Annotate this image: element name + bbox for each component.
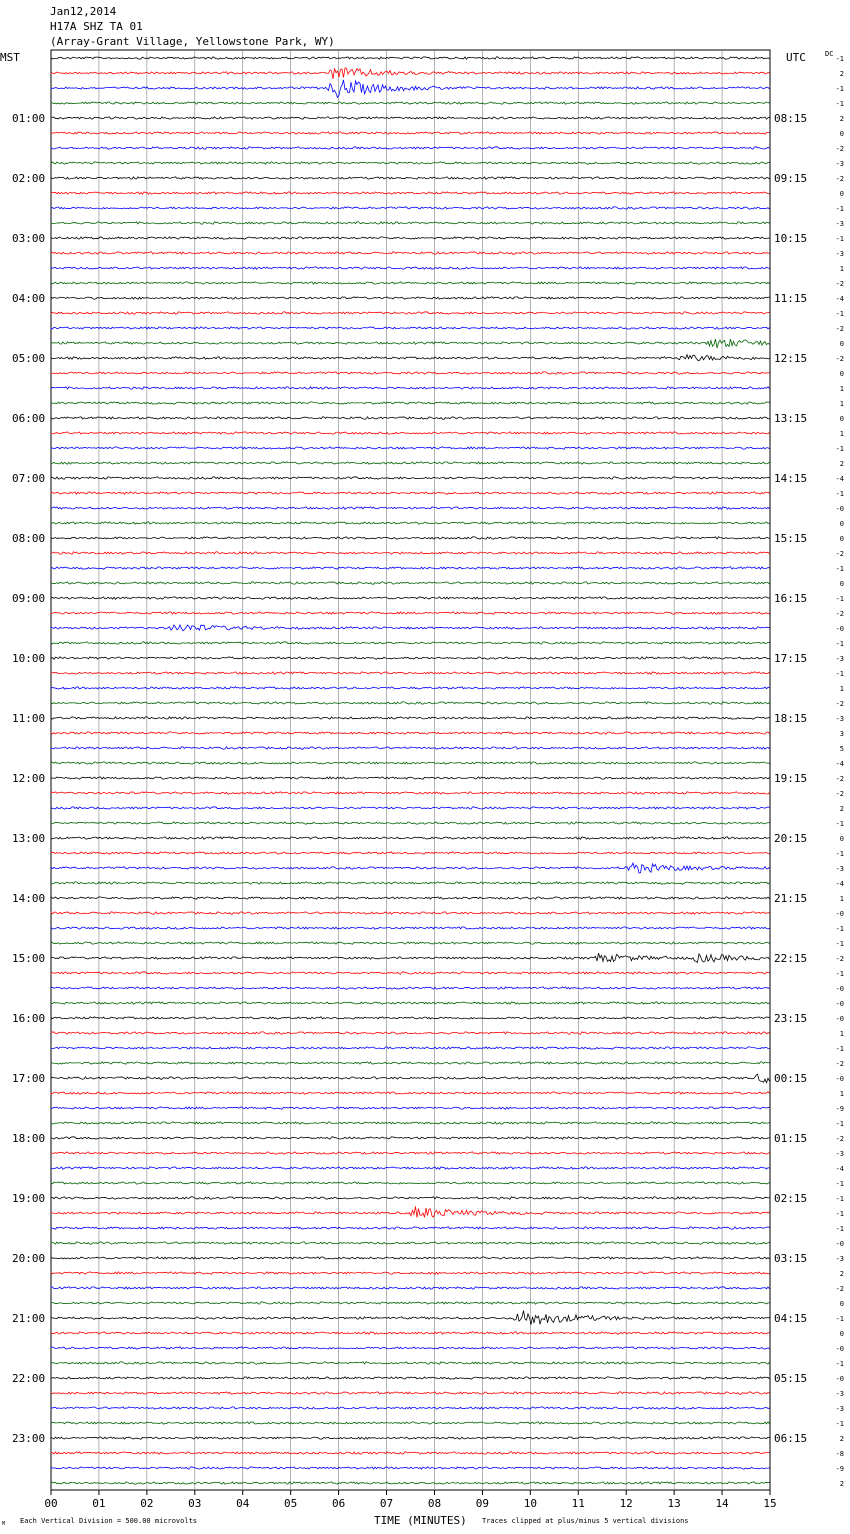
- dc-offset-label: -4: [835, 475, 844, 483]
- dc-offset-label: -4: [835, 1165, 844, 1173]
- dc-offset-label: 1: [839, 685, 844, 693]
- x-tick-label: 14: [715, 1497, 729, 1510]
- mst-label: MST: [0, 51, 20, 64]
- dc-offset-label: 0: [839, 580, 844, 588]
- dc-offset-label: 0: [839, 340, 844, 348]
- trace-row: [51, 625, 770, 631]
- dc-offset-label: -1: [835, 1225, 844, 1233]
- dc-offset-label: -2: [835, 955, 844, 963]
- dc-offset-label: -1: [835, 235, 844, 243]
- trace-row: [51, 942, 770, 944]
- dc-offset-label: 0: [839, 190, 844, 198]
- utc-hour-label: 10:15: [774, 232, 808, 245]
- dc-offset-label: -4: [835, 760, 844, 768]
- trace-row: [51, 1062, 770, 1064]
- trace-row: [51, 672, 770, 675]
- dc-offset-label: -2: [835, 790, 844, 798]
- dc-offset-label: 1: [839, 1030, 844, 1038]
- trace-row: [51, 927, 770, 929]
- dc-offset-label: -9: [835, 1465, 844, 1473]
- trace-row: [51, 863, 770, 873]
- mst-hour-label: 11:00: [12, 712, 46, 725]
- dc-offset-label: -2: [835, 1060, 844, 1068]
- mst-hour-label: 18:00: [12, 1132, 46, 1145]
- trace-row: [51, 477, 770, 479]
- dc-offset-label: -8: [835, 1450, 844, 1458]
- trace-row: [51, 987, 770, 989]
- dc-offset-label: 0: [839, 1300, 844, 1308]
- x-tick-label: 12: [619, 1497, 633, 1510]
- trace-row: [51, 717, 770, 719]
- header-location: (Array-Grant Village, Yellowstone Park, WY): [50, 35, 335, 48]
- dc-offset-label: -0: [835, 985, 844, 993]
- trace-row: [51, 102, 770, 104]
- dc-offset-label: 0: [839, 1330, 844, 1338]
- dc-offset-label: -3: [835, 250, 844, 258]
- trace-row: [51, 762, 770, 764]
- dc-offset-label: -3: [835, 1390, 844, 1398]
- dc-offset-label: 0: [839, 520, 844, 528]
- trace-row: [51, 68, 770, 79]
- mst-hour-label: 20:00: [12, 1252, 46, 1265]
- trace-row: [51, 702, 770, 705]
- utc-hour-label: 20:15: [774, 832, 808, 845]
- trace-row: [51, 162, 770, 164]
- trace-row: [51, 1017, 770, 1019]
- clip-note: Traces clipped at plus/minus 5 vertical divisions: [482, 1517, 689, 1525]
- utc-hour-label: 23:15: [774, 1012, 808, 1025]
- dc-offset-label: -1: [835, 1045, 844, 1053]
- dc-offset-label: -0: [835, 625, 844, 633]
- trace-row: [51, 1362, 770, 1365]
- trace-row: [51, 80, 770, 97]
- x-tick-label: 05: [284, 1497, 298, 1510]
- dc-offset-label: 1: [839, 265, 844, 273]
- dc-offset-label: -1: [835, 205, 844, 213]
- x-tick-label: 11: [571, 1497, 585, 1510]
- dc-offset-label: -1: [835, 55, 844, 63]
- trace-row: [51, 1122, 770, 1124]
- dc-offset-label: -1: [835, 310, 844, 318]
- trace-row: [51, 1107, 770, 1109]
- grid-lines: [51, 50, 770, 1490]
- trace-row: [51, 912, 770, 914]
- utc-hour-label: 02:15: [774, 1192, 808, 1205]
- utc-label: UTC: [786, 51, 806, 64]
- trace-row: [51, 312, 770, 314]
- mst-hour-label: 16:00: [12, 1012, 46, 1025]
- dc-offset-label: -4: [835, 880, 844, 888]
- trace-row: [51, 432, 770, 434]
- mst-hour-label: 05:00: [12, 352, 46, 365]
- trace-row: [51, 687, 770, 689]
- trace-row: [51, 822, 770, 824]
- x-tick-label: 01: [92, 1497, 106, 1510]
- trace-row: [51, 297, 770, 299]
- trace-row: [51, 1227, 770, 1229]
- utc-hour-label: 11:15: [774, 292, 808, 305]
- trace-row: [51, 897, 770, 899]
- mst-hour-label: 12:00: [12, 772, 46, 785]
- trace-row: [51, 252, 770, 254]
- trace-row: [51, 807, 770, 809]
- dc-offset-label: -2: [835, 355, 844, 363]
- dc-offset-label: -1: [835, 850, 844, 858]
- dc-offset-label: 2: [839, 1435, 844, 1443]
- utc-hour-label: 14:15: [774, 472, 808, 485]
- dc-offset-label: 5: [839, 745, 844, 753]
- dc-offset-label: -1: [835, 925, 844, 933]
- dc-offset-label: -0: [835, 1240, 844, 1248]
- trace-row: [51, 1482, 770, 1484]
- mst-hour-label: 01:00: [12, 112, 46, 125]
- mst-hour-label: 22:00: [12, 1372, 46, 1385]
- dc-offset-label: -3: [835, 865, 844, 873]
- trace-row: [51, 852, 770, 854]
- trace-row: [51, 387, 770, 390]
- dc-offset-label: -0: [835, 1375, 844, 1383]
- dc-offset-label: -1: [835, 940, 844, 948]
- dc-offset-label: 0: [839, 835, 844, 843]
- dc-offset-label: -1: [835, 1420, 844, 1428]
- mst-hour-label: 04:00: [12, 292, 46, 305]
- utc-hour-label: 09:15: [774, 172, 808, 185]
- trace-row: [51, 132, 770, 134]
- header-station: H17A SHZ TA 01: [50, 20, 143, 33]
- dc-offset-label: 0: [839, 370, 844, 378]
- dc-offset-label: 0: [839, 415, 844, 423]
- header-date: Jan12,2014: [50, 5, 117, 18]
- trace-row: [51, 117, 770, 119]
- dc-offset-label: -2: [835, 280, 844, 288]
- dc-offset-label: -9: [835, 1105, 844, 1113]
- dc-offset-label: 1: [839, 385, 844, 393]
- mst-hour-label: 09:00: [12, 592, 46, 605]
- dc-offset-label: 0: [839, 130, 844, 138]
- trace-row: [51, 1377, 770, 1379]
- dc-offset-label: -1: [835, 85, 844, 93]
- trace-row: [51, 882, 770, 884]
- trace-row: [51, 1137, 770, 1139]
- trace-row: [51, 1407, 770, 1409]
- utc-hour-label: 16:15: [774, 592, 808, 605]
- trace-row: [51, 327, 770, 329]
- dc-offset-label: -3: [835, 1150, 844, 1158]
- trace-row: [51, 447, 770, 449]
- mst-hour-label: 23:00: [12, 1432, 46, 1445]
- dc-offset-label: -1: [835, 100, 844, 108]
- x-tick-label: 04: [236, 1497, 250, 1510]
- dc-offset-label: -3: [835, 160, 844, 168]
- trace-row: [51, 1332, 770, 1335]
- trace-row: [51, 1032, 770, 1035]
- trace-row: [51, 147, 770, 149]
- x-tick-label: 09: [475, 1497, 490, 1510]
- trace-row: [51, 732, 770, 734]
- trace-row: [51, 492, 770, 494]
- dc-offset-label: 3: [839, 730, 844, 738]
- utc-hour-label: 13:15: [774, 412, 808, 425]
- dc-offset-label: -1: [835, 445, 844, 453]
- trace-row: [51, 1167, 770, 1170]
- dc-offset-label: -2: [835, 145, 844, 153]
- dc-offset-label: -2: [835, 1135, 844, 1143]
- mst-hour-label: 17:00: [12, 1072, 46, 1085]
- trace-row: [51, 417, 770, 419]
- mst-hour-label: 10:00: [12, 652, 46, 665]
- dc-offset-label: -0: [835, 910, 844, 918]
- trace-row: [51, 552, 770, 555]
- trace-row: [51, 1182, 770, 1184]
- utc-hour-label: 21:15: [774, 892, 808, 905]
- trace-row: [51, 522, 770, 524]
- dc-offset-label: -1: [835, 820, 844, 828]
- dc-offset-label: -2: [835, 550, 844, 558]
- trace-row: [51, 777, 770, 779]
- dc-offset-label: -1: [835, 1180, 844, 1188]
- trace-row: [51, 177, 770, 179]
- trace-row: [51, 1311, 770, 1325]
- trace-row: [51, 267, 770, 269]
- x-tick-label: 08: [427, 1497, 442, 1510]
- mst-hour-label: 13:00: [12, 832, 46, 845]
- dc-offset-label: -1: [835, 640, 844, 648]
- trace-row: [51, 207, 770, 209]
- trace-row: [51, 402, 770, 404]
- seismic-traces: [51, 57, 770, 1485]
- x-tick-label: 07: [379, 1497, 394, 1510]
- dc-offset-label: 1: [839, 895, 844, 903]
- trace-row: [51, 1242, 770, 1244]
- x-tick-label: 10: [523, 1497, 537, 1510]
- trace-row: [51, 972, 770, 974]
- dc-offset-label: 2: [839, 115, 844, 123]
- dc-offset-label: -2: [835, 325, 844, 333]
- trace-row: [51, 1257, 770, 1259]
- dc-offset-label: -3: [835, 715, 844, 723]
- trace-row: [51, 953, 770, 962]
- trace-row: [51, 372, 770, 374]
- dc-offset-label: -2: [835, 700, 844, 708]
- mst-hour-label: 03:00: [12, 232, 46, 245]
- dc-offset-label: -1: [835, 970, 844, 978]
- dc-offset-label: -0: [835, 1015, 844, 1023]
- dc-offset-label: -1: [835, 490, 844, 498]
- trace-row: [51, 1197, 770, 1200]
- utc-hour-label: 17:15: [774, 652, 808, 665]
- trace-row: [51, 237, 770, 239]
- utc-hour-label: 04:15: [774, 1312, 808, 1325]
- x-tick-label: 06: [331, 1497, 346, 1510]
- dc-offset-label: 2: [839, 70, 844, 78]
- dc-offset-label: 2: [839, 805, 844, 813]
- dc-offset-label: -3: [835, 1405, 844, 1413]
- trace-row: [51, 57, 770, 59]
- utc-hour-label: 00:15: [774, 1072, 808, 1085]
- trace-row: [51, 282, 770, 284]
- trace-row: [51, 1206, 770, 1217]
- dc-offset-label: -1: [835, 595, 844, 603]
- utc-hour-label: 12:15: [774, 352, 808, 365]
- trace-row: [51, 1047, 770, 1049]
- dc-offset-label: -1: [835, 1360, 844, 1368]
- x-tick-label: 00: [44, 1497, 58, 1510]
- dc-offset-label: -1: [835, 1120, 844, 1128]
- mst-hour-label: 02:00: [12, 172, 46, 185]
- trace-row: [51, 1152, 770, 1154]
- dc-offset-label: 1: [839, 400, 844, 408]
- plot-frame: [51, 50, 770, 1490]
- trace-row: [51, 1302, 770, 1304]
- dc-offset-label: -2: [835, 610, 844, 618]
- dc-offset-label: 1: [839, 430, 844, 438]
- trace-row: [51, 597, 770, 599]
- trace-row: [51, 1347, 770, 1349]
- dc-offset-label: -1: [835, 1210, 844, 1218]
- dc-offset-label: 2: [839, 1480, 844, 1488]
- mst-hour-label: 07:00: [12, 472, 46, 485]
- trace-row: [51, 192, 770, 195]
- scale-note: Each Vertical Division = 500.00 microvolts: [20, 1517, 198, 1525]
- x-tick-label: 15: [763, 1497, 777, 1510]
- dc-offset-label: -2: [835, 1285, 844, 1293]
- trace-row: [51, 792, 770, 794]
- trace-row: [51, 1002, 770, 1005]
- utc-hour-label: 15:15: [774, 532, 808, 545]
- utc-hour-label: 19:15: [774, 772, 808, 785]
- x-tick-label: 02: [140, 1497, 154, 1510]
- trace-row: [51, 1287, 770, 1289]
- trace-row: [51, 462, 770, 464]
- utc-hour-label: 06:15: [774, 1432, 808, 1445]
- dc-offset-label: -0: [835, 1345, 844, 1353]
- trace-row: [51, 837, 770, 840]
- x-axis-title: TIME (MINUTES): [374, 1514, 467, 1527]
- x-tick-label: 13: [667, 1497, 681, 1510]
- trace-row: [51, 1437, 770, 1440]
- trace-row: [51, 537, 770, 539]
- trace-row: [51, 657, 770, 659]
- dc-offset-label: -3: [835, 220, 844, 228]
- dc-offset-label: -1: [835, 1315, 844, 1323]
- trace-row: [51, 747, 770, 749]
- dc-offset-label: 1: [839, 1090, 844, 1098]
- trace-row: [51, 1452, 770, 1454]
- dc-offset-label: -2: [835, 175, 844, 183]
- dc-offset-label: -3: [835, 655, 844, 663]
- trace-row: [51, 339, 770, 348]
- trace-row: [51, 567, 770, 569]
- mst-hour-label: 06:00: [12, 412, 46, 425]
- dc-offset-label: -0: [835, 1075, 844, 1083]
- dc-offset-label: -0: [835, 1000, 844, 1008]
- dc-label: DC: [825, 50, 834, 58]
- dc-offset-label: 2: [839, 460, 844, 468]
- dc-offset-label: -1: [835, 670, 844, 678]
- utc-hour-label: 05:15: [774, 1372, 808, 1385]
- utc-hour-label: 03:15: [774, 1252, 808, 1265]
- mst-hour-label: 15:00: [12, 952, 46, 965]
- x-tick-label: 03: [188, 1497, 202, 1510]
- trace-row: [51, 1272, 770, 1274]
- dc-offset-label: -3: [835, 1255, 844, 1263]
- trace-row: [51, 1467, 770, 1469]
- utc-hour-label: 01:15: [774, 1132, 808, 1145]
- corner-mark: M: [2, 1521, 6, 1527]
- trace-row: [51, 1092, 770, 1094]
- trace-row: [51, 1074, 770, 1083]
- trace-row: [51, 642, 770, 644]
- dc-offset-label: -0: [835, 505, 844, 513]
- dc-offset-label: 2: [839, 1270, 844, 1278]
- trace-row: [51, 1422, 770, 1424]
- utc-hour-label: 22:15: [774, 952, 808, 965]
- trace-row: [51, 612, 770, 614]
- trace-row: [51, 222, 770, 225]
- trace-row: [51, 1392, 770, 1394]
- dc-offset-label: -1: [835, 565, 844, 573]
- dc-offset-label: -4: [835, 295, 844, 303]
- trace-row: [51, 507, 770, 509]
- mst-hour-label: 19:00: [12, 1192, 46, 1205]
- dc-offset-label: -2: [835, 775, 844, 783]
- mst-hour-label: 08:00: [12, 532, 46, 545]
- dc-offset-label: 0: [839, 535, 844, 543]
- axis-labels: [12, 55, 844, 1510]
- utc-hour-label: 08:15: [774, 112, 808, 125]
- trace-row: [51, 355, 770, 361]
- utc-hour-label: 18:15: [774, 712, 808, 725]
- mst-hour-label: 21:00: [12, 1312, 46, 1325]
- trace-row: [51, 582, 770, 584]
- dc-offset-label: -1: [835, 1195, 844, 1203]
- mst-hour-label: 14:00: [12, 892, 46, 905]
